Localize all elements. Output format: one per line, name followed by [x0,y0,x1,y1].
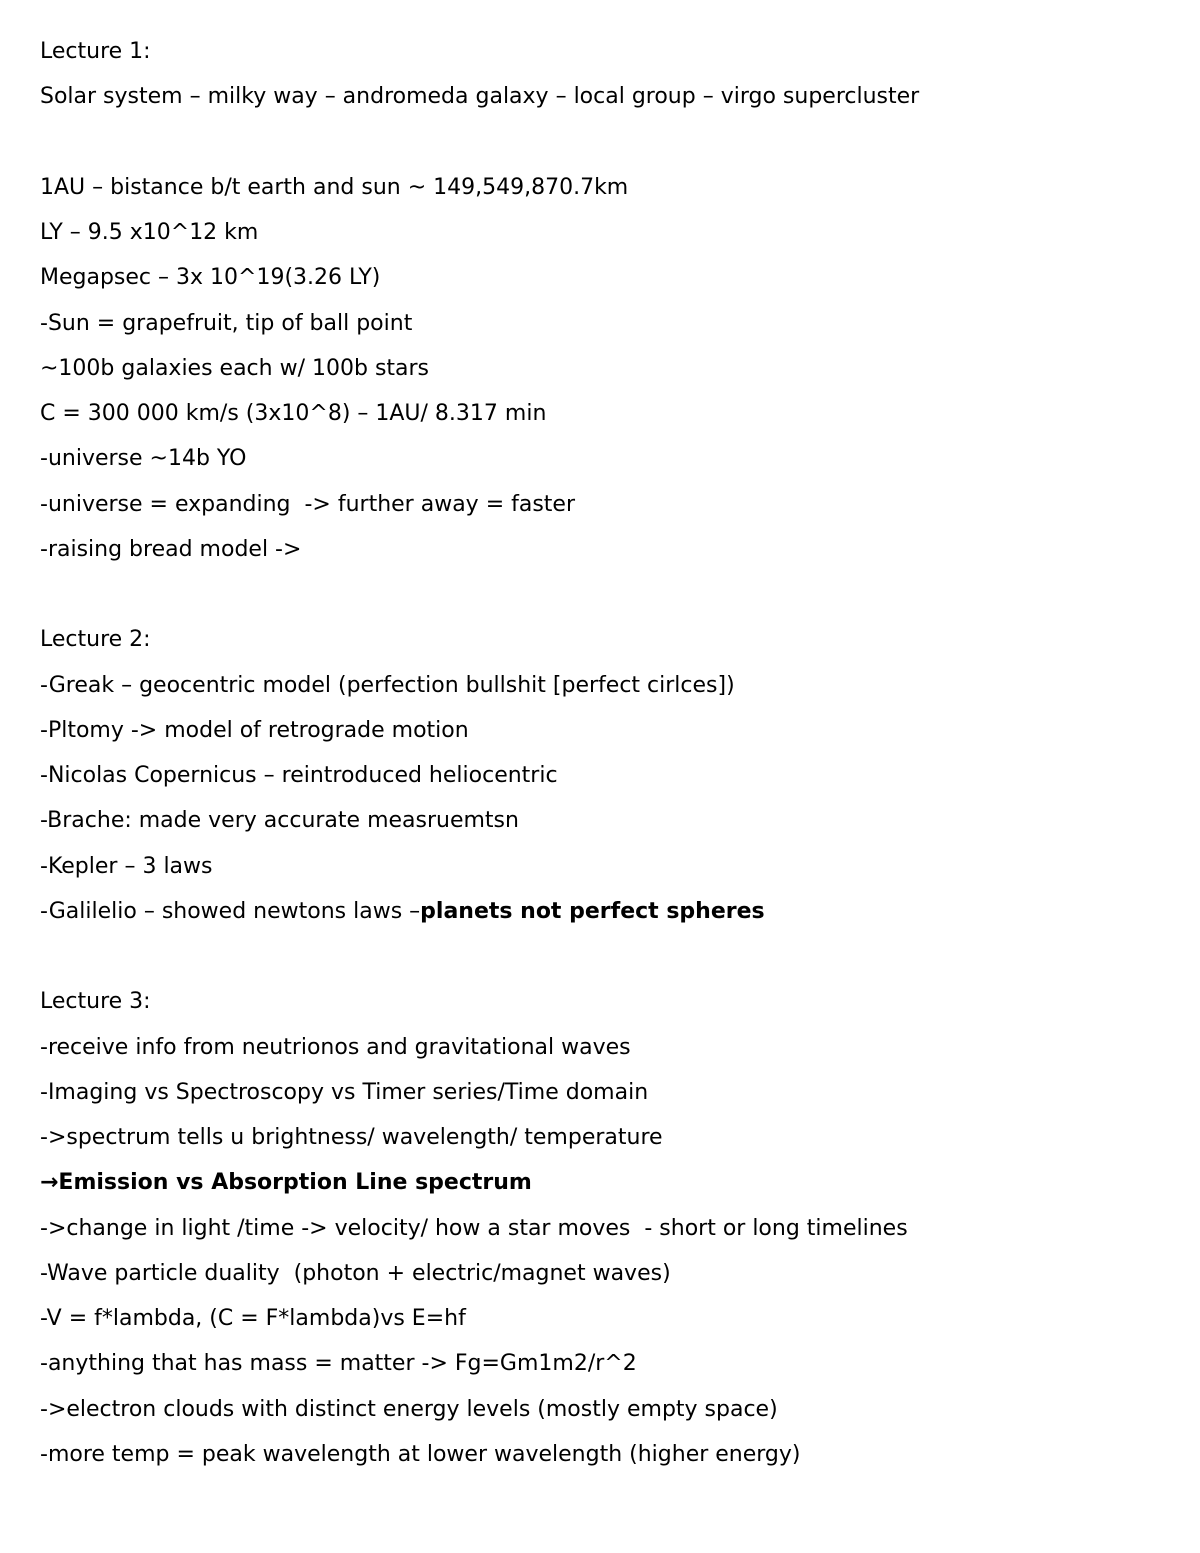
lecture-2-line: -Pltomy -> model of retrograde motion [40,717,469,743]
lecture-3-line: -more temp = peak wavelength at lower wavelength (higher energy) [40,1441,801,1467]
lecture-3-line: ->change in light /time -> velocity/ how a star moves - short or long timelines [40,1215,908,1241]
galileo-bold-text: planets not perfect spheres [420,898,765,924]
document-page [40,33,1160,1481]
galileo-prefix: -Galilelio – showed newtons laws – [40,898,421,924]
lecture-2-line: -Greak – geocentric model (perfection bullshit [perfect cirlces]) [40,672,735,698]
lecture-1-line: -universe ~14b YO [40,446,247,472]
lecture-2-line: -Nicolas Copernicus – reintroduced heliocentric [40,763,558,788]
lecture-3-line: ->electron clouds with distinct energy levels (mostly empty space) [40,1396,778,1422]
lecture-1-heading: Lecture 1: [40,39,151,64]
blank-line [40,124,1160,169]
lecture-3-line: ->spectrum tells u brightness/ wavelength/ temperature [40,1125,663,1150]
lecture-1-line: LY – 9.5 x10^12 km [40,220,259,245]
lecture-1-line: Solar system – milky way – andromeda galaxy – local group – virgo supercluster [40,84,920,110]
lecture-1-line: C = 300 000 km/s (3x10^8) – 1AU/ 8.317 min [40,401,547,426]
lecture-2-heading: Lecture 2: [40,627,151,653]
lecture-3-line: -receive info from neutrionos and gravitational waves [40,1034,631,1060]
lecture-2-line: -Kepler – 3 laws [40,853,213,879]
lecture-3-line: -V = f*lambda, (C = F*lambda)vs E=hf [40,1306,466,1331]
lecture-3-line: -Imaging vs Spectroscopy vs Timer series/Time domain [40,1079,649,1105]
lecture-1-line: Megapsec – 3x 10^19(3.26 LY) [40,265,381,291]
blank-line [40,938,1160,983]
lecture-2-line: -Brache: made very accurate measruemtsn [40,808,519,834]
lecture-1-line: 1AU – bistance b/t earth and sun ~ 149,549,870.7km [40,174,629,200]
lecture-1-line: -universe = expanding -> further away = faster [40,491,576,517]
lecture-3-line: -Wave particle duality (photon + electric/magnet waves) [40,1260,671,1286]
lecture-3-line: -anything that has mass = matter -> Fg=Gm1m2/r^2 [40,1351,637,1377]
lecture-2-galileo-line [40,893,1160,938]
lecture-1-line: -Sun = grapefruit, tip of ball point [40,310,413,336]
blank-line [40,576,1160,621]
emission-absorption-line: →Emission vs Absorption Line spectrum [40,1170,532,1196]
lecture-1-line: ~100b galaxies each w/ 100b stars [40,355,430,381]
lecture-3-heading: Lecture 3: [40,989,151,1015]
lecture-1-line: -raising bread model -> [40,536,302,562]
